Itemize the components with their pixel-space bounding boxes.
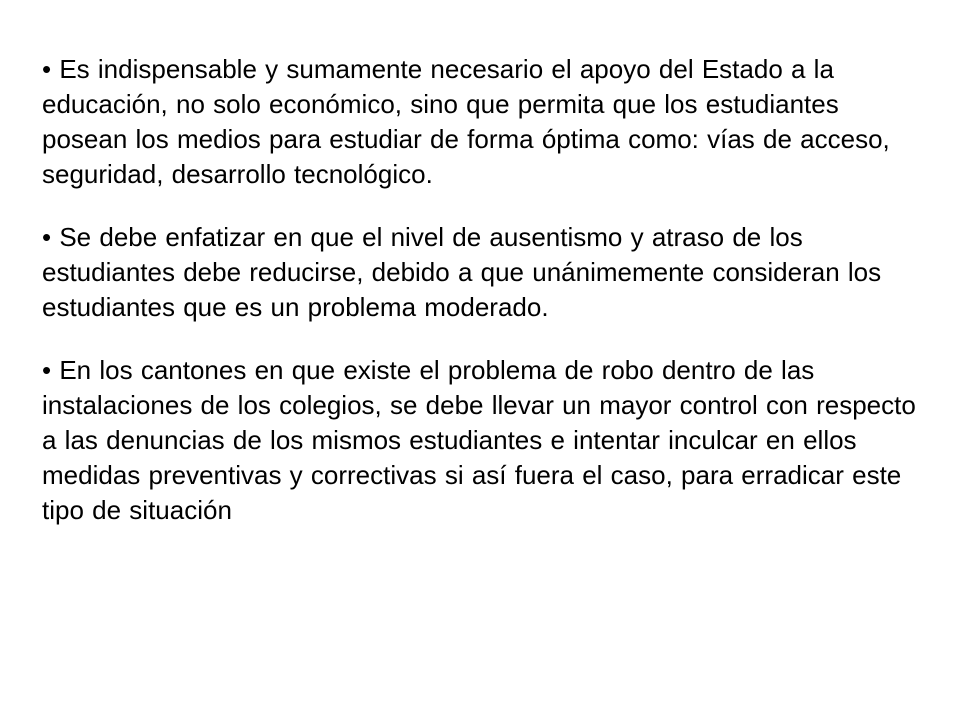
bullet-text-absenteeism: Se debe enfatizar en que el nivel de ausentismo y atraso de los estudiantes debe reducirse, debido a que unánimemente consideran los estudiantes que es un problema moderado. <box>42 222 882 322</box>
bullet-item-theft <box>42 353 916 528</box>
bullet-icon: • <box>42 355 52 385</box>
bullet-item-state-support <box>42 52 916 192</box>
bullet-list <box>42 52 916 528</box>
bullet-icon: • <box>42 54 52 84</box>
bullet-text-theft: En los cantones en que existe el problema de robo dentro de las instalaciones de los colegios, se debe llevar un mayor control con respecto a las denuncias de los mismos estudiantes e intentar inculcar en ellos medidas preventivas y correctivas si así fuera el caso, para erradicar este tipo de situación <box>42 355 916 525</box>
bullet-text-state-support: Es indispensable y sumamente necesario el apoyo del Estado a la educación, no solo económico, sino que permita que los estudiantes posean los medios para estudiar de forma óptima como: vías de acceso, seguridad, desarrollo tecnológico. <box>42 54 890 189</box>
bullet-item-absenteeism <box>42 220 916 325</box>
bullet-icon: • <box>42 222 52 252</box>
